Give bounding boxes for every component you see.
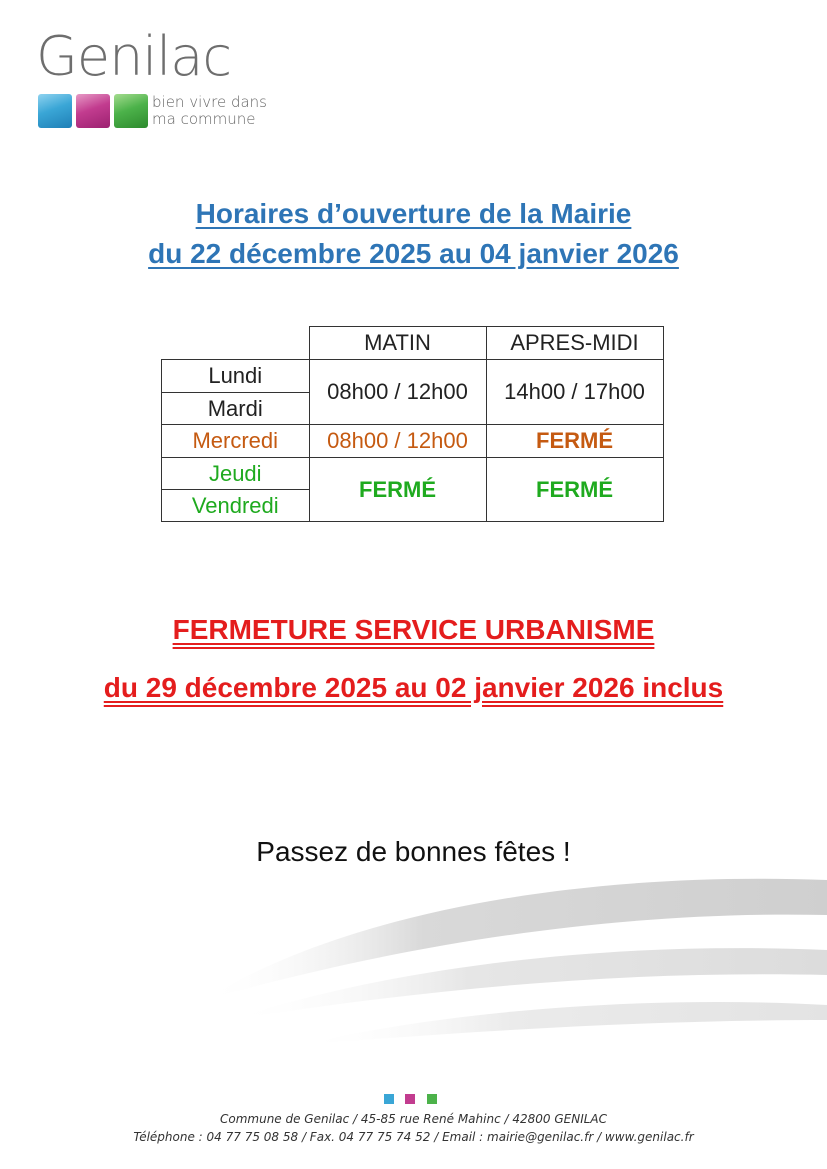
table-corner: [162, 327, 310, 360]
tagline-line1: bien vivre dans: [152, 93, 267, 111]
header-afternoon: APRES-MIDI: [486, 327, 663, 360]
logo-tile-blue: [38, 94, 72, 128]
day-vendredi: Vendredi: [162, 490, 310, 522]
logo-tiles: [38, 94, 152, 128]
square-green: [427, 1094, 437, 1104]
footer-address: Commune de Genilac / 45-85 rue René Mahinc / 42800 GENILAC: [219, 1112, 608, 1126]
square-magenta: [405, 1094, 415, 1104]
wed-afternoon: FERMÉ: [486, 425, 663, 458]
closure-dates: du 29 décembre 2025 au 02 janvier 2026 inclus: [103, 672, 724, 703]
day-mardi: Mardi: [162, 393, 310, 425]
genilac-logo: [36, 22, 276, 132]
day-lundi: Lundi: [162, 360, 310, 393]
logo-tile-green: [114, 94, 148, 128]
mon-tue-morning: 08h00 / 12h00: [309, 360, 486, 425]
square-blue: [384, 1094, 394, 1104]
decorative-swoosh: [0, 860, 827, 1090]
day-mercredi: Mercredi: [162, 425, 310, 458]
closure-title: FERMETURE SERVICE URBANISME: [172, 614, 655, 645]
wed-morning: 08h00 / 12h00: [309, 425, 486, 458]
thu-fri-morning: FERMÉ: [309, 458, 486, 522]
heading-line1: Horaires d’ouverture de la Mairie: [195, 198, 632, 229]
day-jeudi: Jeudi: [162, 458, 310, 490]
logo-wordmark: Genilac: [36, 25, 232, 88]
logo-tile-magenta: [76, 94, 110, 128]
footer-color-squares: [384, 1091, 444, 1109]
footer-contact: Téléphone : 04 77 75 08 58 / Fax. 04 77 75 74 52 / Email : mairie@genilac.fr / www.genilac.fr: [133, 1130, 694, 1144]
season-greeting: Passez de bonnes fêtes !: [256, 836, 571, 867]
opening-hours-table: [161, 326, 664, 522]
logo-tagline: [152, 94, 267, 128]
tagline-line2: ma commune: [152, 110, 256, 128]
mon-tue-afternoon: 14h00 / 17h00: [486, 360, 663, 425]
thu-fri-afternoon: FERMÉ: [486, 458, 663, 522]
header-morning: MATIN: [309, 327, 486, 360]
heading-line2: du 22 décembre 2025 au 04 janvier 2026: [148, 238, 679, 269]
